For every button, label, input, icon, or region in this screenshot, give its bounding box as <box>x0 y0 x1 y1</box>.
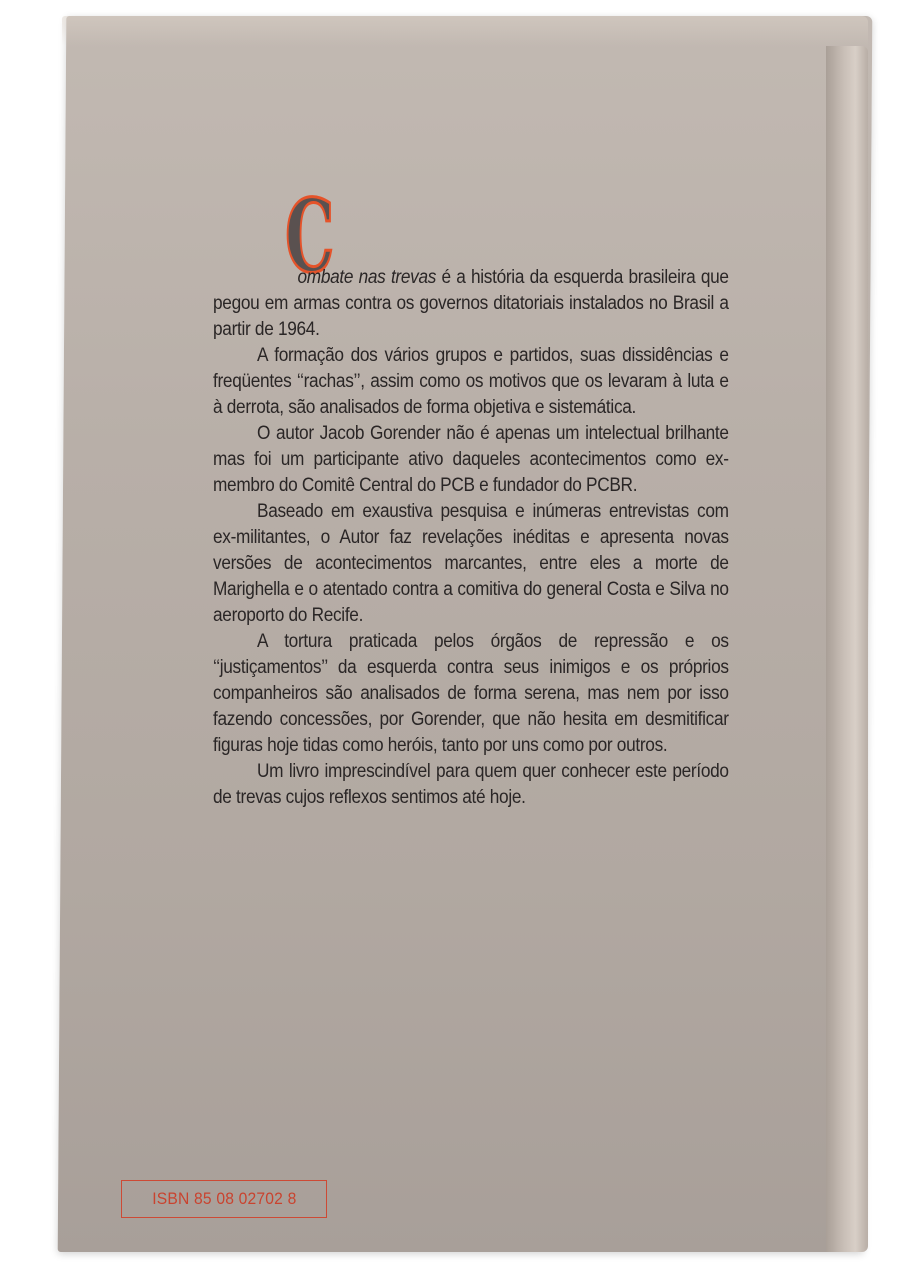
book-title-italic: ombate nas trevas <box>297 266 437 288</box>
blurb-paragraph-1 <box>213 264 729 342</box>
blurb-paragraph-5: A tortura praticada pelos órgãos de repressão e os ‘‘justiçamentos’’ da esquerda contra seus inimigos e os próprios companheiros são analisados de forma serena, mas nem por isso fazendo concessões, por Gorender, que não hesita em desmitificar figuras hoje tidas como heróis, tanto por uns como por outros. <box>213 630 729 756</box>
cover-wear-highlight <box>62 16 868 46</box>
isbn-box <box>121 1180 327 1218</box>
blurb-paragraph-4: Baseado em exaustiva pesquisa e inúmeras entrevistas com ex-militantes, o Autor faz revelações inéditas e apresenta novas versões de acontecimentos marcantes, entre eles a morte de Marighella e o atentado contra a comitiva do general Costa e Silva no aeroporto do Recife. <box>213 500 729 626</box>
cover-blurb <box>213 264 729 810</box>
blurb-paragraph-2: A formação dos vários grupos e partidos, suas dissidências e freqüentes ‘‘rachas’’, assim como os motivos que os levaram à luta e à derrota, são analisados de forma objetiva e sistemática. <box>213 344 729 418</box>
isbn-number: ISBN 85 08 02702 8 <box>151 1189 297 1208</box>
dropcap-letter: C <box>285 177 335 295</box>
blurb-paragraph-3: O autor Jacob Gorender não é apenas um intelectual brilhante mas foi um participante ativo daqueles acontecimentos como ex-membro do Comitê Central do PCB e fundador do PCBR. <box>213 422 729 496</box>
book-page-edge <box>826 46 868 1252</box>
paragraph-1-text: é a história da esquerda brasileira que pegou em armas contra os governos ditatoriais instalados no Brasil a partir de 1964. <box>213 266 729 340</box>
blurb-paragraph-6: Um livro imprescindível para quem quer conhecer este período de trevas cujos reflexos sentimos até hoje. <box>213 760 729 808</box>
